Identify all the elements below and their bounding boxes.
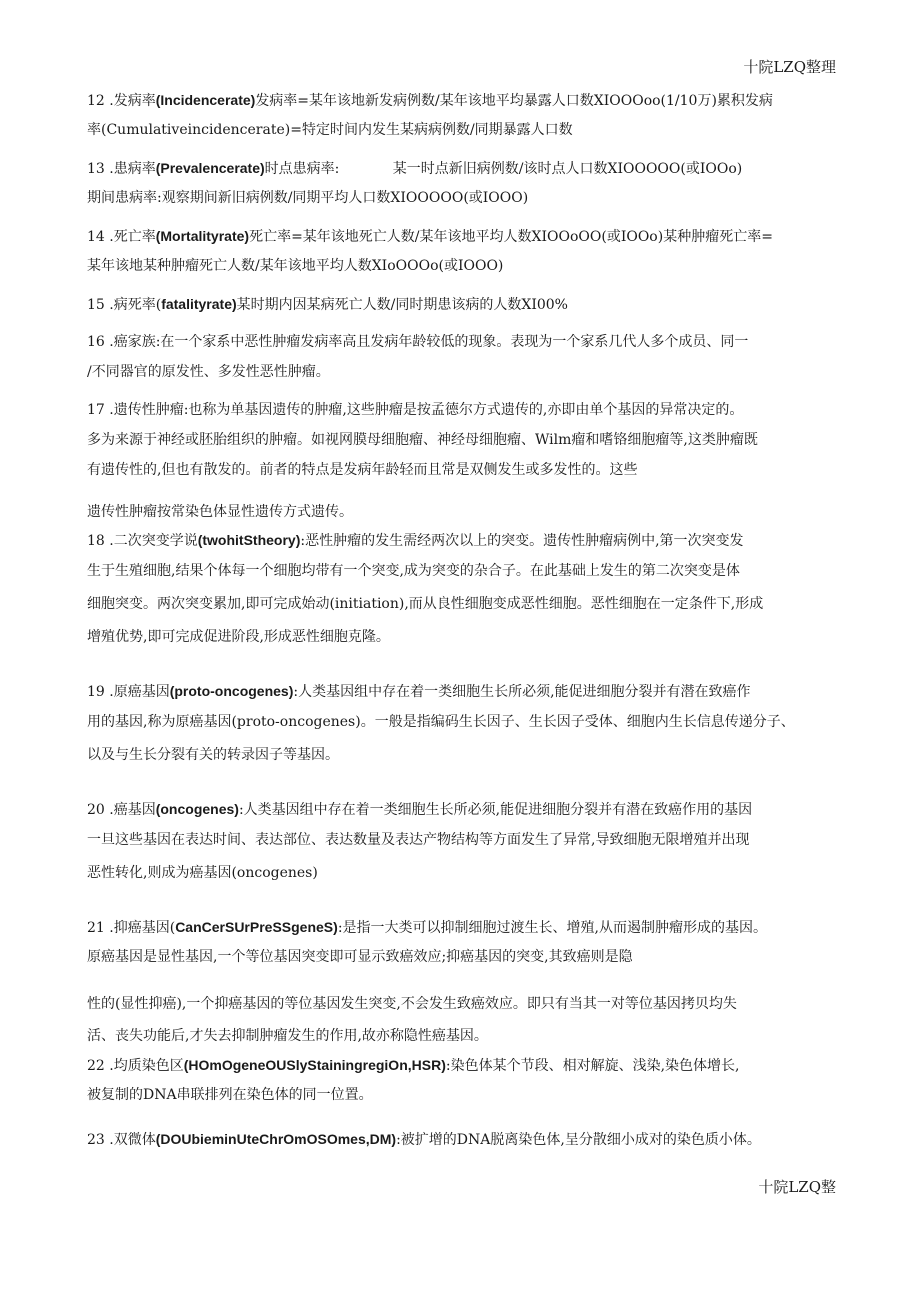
text-line: 13 .患病率(Prevalencerate)时点患病率: 某一时点新旧病例数/该时点人口数XIOOOOO(或IOOo) bbox=[87, 160, 743, 177]
definition-mortality-rate bbox=[87, 221, 839, 281]
definition-cancer-family bbox=[87, 327, 839, 387]
definition-proto-oncogenes bbox=[87, 676, 839, 772]
text-line: 16 .癌家族:在一个家系中恶性肿瘤发病率高且发病年龄较低的现象。表现为一个家系几代人多个成员、同一 bbox=[87, 334, 749, 350]
text-line: 用的基因,称为原癌基因(proto-oncogenes)。一般是指编码生长因子、生长因子受体、细胞内生长信息传递分子、 bbox=[87, 714, 795, 730]
text-line: 期间患病率:观察期间新旧病例数/同期平均人口数XIOOOOO(或IOOO) bbox=[87, 190, 529, 206]
text-line: 某年该地某种肿瘤死亡人数/某年该地平均人数XIoOOOo(或IOOO) bbox=[87, 258, 504, 274]
text-line: 原癌基因是显性基因,一个等位基因突变即可显示致癌效应;抑癌基因的突变,其致癌则是隐 bbox=[87, 949, 633, 965]
text-line: 恶性转化,则成为癌基因(oncogenes) bbox=[87, 865, 318, 881]
definition-fatality-rate bbox=[87, 289, 839, 319]
text-line: 19 .原癌基因(proto-oncogenes):人类基因组中存在着一类细胞生长所必须,能促进细胞分裂并有潜在致癌作 bbox=[87, 683, 751, 700]
page-footer: 十院LZQ整 bbox=[758, 1178, 836, 1196]
text-line: 有遗传性的,但也有散发的。前者的特点是发病年龄轻而且常是双侧发生或多发性的。这些 bbox=[87, 462, 638, 478]
text-line: 增殖优势,即可完成促进阶段,形成恶性细胞克隆。 bbox=[87, 629, 390, 645]
text-line: 一旦这些基因在表达时间、表达部位、表达数量及表达产物结构等方面发生了异常,导致细胞无限增殖并出现 bbox=[87, 832, 750, 848]
definition-tumor-suppressor-continued bbox=[87, 986, 839, 1050]
definition-prevalence-rate bbox=[87, 153, 839, 213]
definition-oncogenes bbox=[87, 794, 839, 890]
text-line: 22 .均质染色区(HOmOgeneOUSlyStainingregiOn,HSR):染色体某个节段、相对解旋、浅染,染色体增长, bbox=[87, 1057, 740, 1074]
text-line: 率(Cumulativeincidencerate)=特定时间内发生某病病例数/同期暴露人口数 bbox=[87, 122, 573, 138]
page-header: 十院LZQ整理 bbox=[743, 58, 836, 76]
text-line: 活、丧失功能后,才失去抑制肿瘤发生的作用,故亦称隐性癌基因。 bbox=[87, 1028, 488, 1044]
text-line: 被复制的DNA串联排列在染色体的同一位置。 bbox=[87, 1087, 373, 1103]
text-line: 12 .发病率(Incidencerate)发病率=某年该地新发病例数/某年该地平均暴露人口数XIOOOoo(1/10万)累积发病 bbox=[87, 92, 773, 109]
text-line: /不同器官的原发性、多发性恶性肿瘤。 bbox=[87, 364, 330, 380]
text-line: 细胞突变。两次突变累加,即可完成始动(initiation),而从良性细胞变成恶性细胞。恶性细胞在一定条件下,形成 bbox=[87, 596, 764, 612]
document-body bbox=[87, 85, 839, 1154]
definition-incidence-rate bbox=[87, 85, 839, 145]
definition-hsr bbox=[87, 1050, 839, 1110]
definition-hereditary-tumor-continued bbox=[87, 499, 839, 525]
text-line: 遗传性肿瘤按常染色体显性遗传方式遗传。 bbox=[87, 504, 353, 520]
text-line: 21 .抑癌基因(CanCerSUrPreSSgeneS):是指一大类可以抑制细胞过渡生长、增殖,从而遏制肿瘤形成的基因。 bbox=[87, 919, 767, 936]
text-line: 14 .死亡率(Mortalityrate)死亡率=某年该地死亡人数/某年该地平均人数XIOOoOO(或IOOo)某种肿瘤死亡率= bbox=[87, 228, 773, 245]
text-line: 生于生殖细胞,结果个体每一个细胞均带有一个突变,成为突变的杂合子。在此基础上发生的第二次突变是体 bbox=[87, 563, 740, 579]
text-line: 17 .遗传性肿瘤:也称为单基因遗传的肿瘤,这些肿瘤是按孟德尔方式遗传的,亦即由单个基因的异常决定的。 bbox=[87, 402, 744, 418]
definition-double-minutes bbox=[87, 1124, 839, 1154]
text-line: 20 .癌基因(oncogenes):人类基因组中存在着一类细胞生长所必须,能促进细胞分裂并有潜在致癌作用的基因 bbox=[87, 801, 753, 818]
text-line: 15 .病死率(fatalityrate)某时期内因某病死亡人数/同时期患该病的人数XI00% bbox=[87, 296, 568, 313]
text-line: 多为来源于神经或胚胎组织的肿瘤。如视网膜母细胞瘤、神经母细胞瘤、Wilm瘤和嗜铬细胞瘤等,这类肿瘤既 bbox=[87, 432, 758, 448]
text-line: 以及与生长分裂有关的转录因子等基因。 bbox=[87, 747, 339, 763]
text-line: 23 .双微体(DOUbieminUteChrOmOSOmes,DM):被扩增的DNA脱离染色体,呈分散细小成对的染色质小体。 bbox=[87, 1131, 761, 1148]
text-line: 18 .二次突变学说(twohitStheory):恶性肿瘤的发生需经两次以上的突变。遗传性肿瘤病例中,第一次突变发 bbox=[87, 532, 744, 549]
definition-hereditary-tumor bbox=[87, 395, 839, 485]
definition-tumor-suppressor-genes bbox=[87, 912, 839, 972]
definition-two-hit-theory bbox=[87, 525, 839, 654]
text-line: 性的(显性抑癌),一个抑癌基因的等位基因发生突变,不会发生致癌效应。即只有当其一对等位基因拷贝均失 bbox=[87, 996, 737, 1012]
